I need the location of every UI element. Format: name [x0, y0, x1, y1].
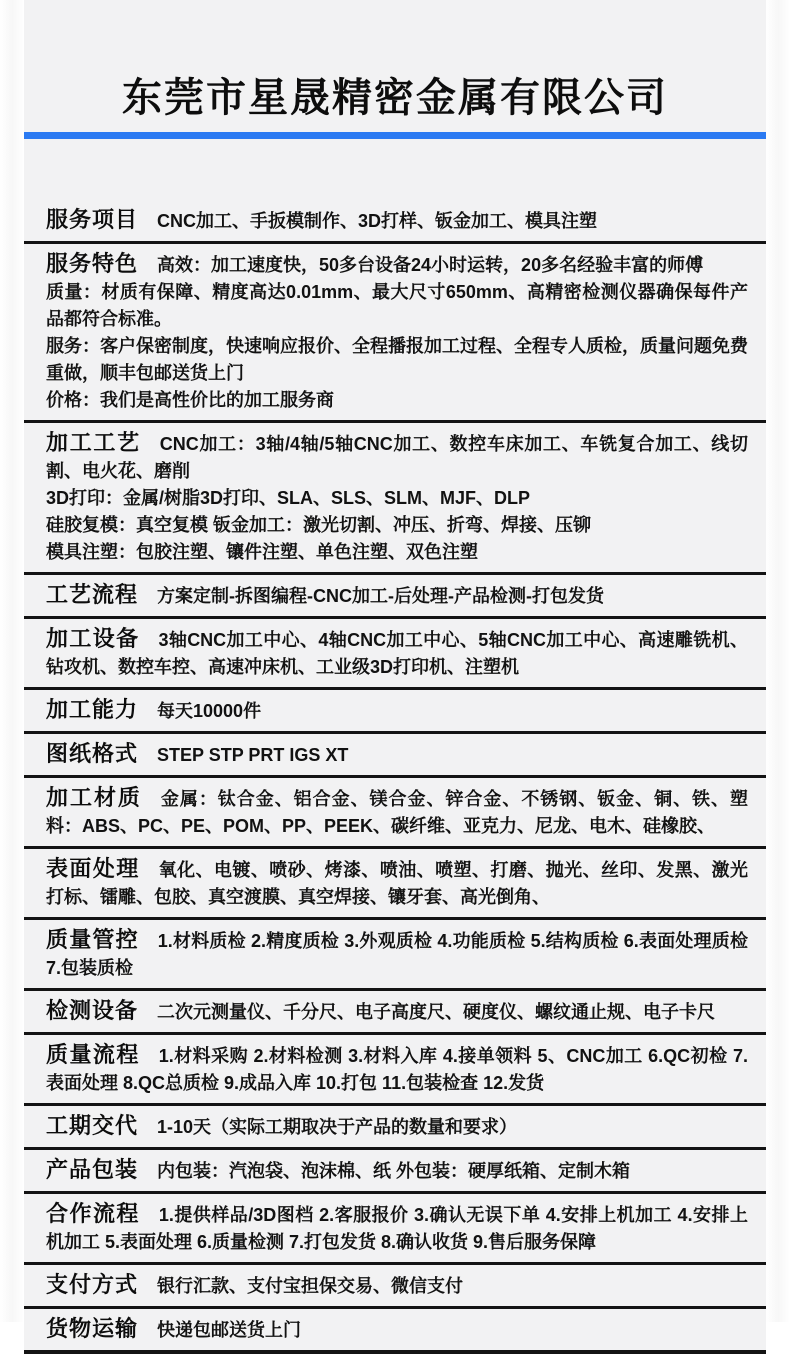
section-text: 支付方式 银行汇款、支付宝担保交易、微信支付 [46, 1272, 464, 1297]
section-label: 表面处理 [46, 856, 140, 881]
section-row-9 [24, 849, 766, 920]
title-underline-bar [24, 132, 766, 139]
section-label: 加工设备 [46, 626, 140, 651]
section-row-4 [24, 575, 766, 619]
section-text: 模具注塑：包胶注塑、镶件注塑、单色注塑、双色注塑 [46, 542, 478, 562]
section-text: 加工材质 金属：钛合金、铝合金、镁合金、锌合金、不锈钢、钣金、铜、铁、塑料：ABS、PC、PE、POM、PP、PEEK、碳纤维、亚克力、尼龙、电木、硅橡胶、 [46, 785, 748, 836]
section-text: 图纸格式 STEP STP PRT IGS XT [46, 741, 349, 766]
section-row-13 [24, 1106, 766, 1150]
section-label: 工期交代 [46, 1113, 139, 1138]
section-row-17 [24, 1309, 766, 1354]
section-row-7 [24, 734, 766, 778]
section-row-10 [24, 920, 766, 991]
section-text: 3D打印：金属/树脂3D打印、SLA、SLS、SLM、MJF、DLP [46, 488, 531, 508]
section-row-1 [24, 200, 766, 244]
content-sheet [24, 0, 766, 1354]
section-label: 质量管控 [46, 927, 139, 952]
section-label: 图纸格式 [46, 741, 139, 766]
section-label: 货物运输 [46, 1316, 139, 1341]
section-row-6 [24, 690, 766, 734]
section-row-12 [24, 1035, 766, 1106]
section-label: 工艺流程 [46, 582, 139, 607]
section-row-8 [24, 778, 766, 849]
section-text: 表面处理 氧化、电镀、喷砂、烤漆、喷油、喷塑、打磨、抛光、丝印、发黑、激光打标、镭雕、包胶、真空渡膜、真空焊接、镶牙套、高光倒角、 [46, 856, 748, 907]
section-text: 加工设备 3轴CNC加工中心、4轴CNC加工中心、5轴CNC加工中心、高速雕铣机、钻攻机、数控车控、高速冲床机、工业级3D打印机、注塑机 [46, 626, 748, 677]
section-label: 合作流程 [46, 1201, 140, 1226]
section-label: 加工材质 [46, 785, 142, 810]
section-text: 质量流程 1.材料采购 2.材料检测 3.材料入库 4.接单领料 5、CNC加工 6.QC初检 7.表面处理 8.QC总质检 9.成品入库 10.打包 11.包装检查 12.发货 [46, 1042, 748, 1093]
section-text: 加工能力 每天10000件 [46, 697, 262, 722]
section-row-16 [24, 1265, 766, 1309]
section-row-14 [24, 1150, 766, 1194]
section-text: 质量管控 1.材料质检 2.精度质检 3.外观质检 4.功能质检 5.结构质检 6.表面处理质检 7.包装质检 [46, 927, 748, 978]
section-text: 硅胶复模：真空复模 钣金加工：激光切割、冲压、折弯、焊接、压铆 [46, 515, 591, 535]
section-label: 支付方式 [46, 1272, 139, 1297]
section-text: 产品包装 内包装：汽泡袋、泡沫棉、纸 外包装：硬厚纸箱、定制木箱 [46, 1157, 631, 1182]
section-text: 服务：客户保密制度，快速响应报价、全程播报加工过程、全程专人质检，质量问题免费重做，顺丰包邮送货上门 [46, 336, 748, 383]
section-row-2 [24, 244, 766, 423]
section-text: 货物运输 快递包邮送货上门 [46, 1316, 302, 1341]
section-label: 检测设备 [46, 998, 139, 1023]
section-text: 检测设备 二次元测量仪、千分尺、电子高度尺、硬度仪、螺纹通止规、电子卡尺 [46, 998, 716, 1023]
section-label: 服务项目 [46, 207, 139, 232]
section-text: 工期交代 1-10天（实际工期取决于产品的数量和要求） [46, 1113, 518, 1138]
section-text: 价格：我们是高性价比的加工服务商 [46, 390, 334, 410]
section-text: 工艺流程 方案定制-拆图编程-CNC加工-后处理-产品检测-打包发货 [46, 582, 604, 607]
company-title: 东莞市星晟精密金属有限公司 [122, 76, 668, 120]
section-row-5 [24, 619, 766, 690]
section-text: 服务项目 CNC加工、手扳模制作、3D打样、钣金加工、模具注塑 [46, 207, 598, 232]
section-label: 加工工艺 [46, 430, 141, 455]
section-label: 加工能力 [46, 697, 139, 722]
section-label: 服务特色 [46, 251, 139, 276]
section-label: 产品包装 [46, 1157, 139, 1182]
section-text: 加工工艺 CNC加工：3轴/4轴/5轴CNC加工、数控车床加工、车铣复合加工、线切割、电火花、磨削 [46, 430, 748, 481]
sections-list [24, 200, 766, 1354]
section-text: 合作流程 1.提供样品/3D图档 2.客服报价 3.确认无误下单 4.安排上机加工 4.安排上机加工 5.表面处理 6.质量检测 7.打包发货 8.确认收货 9.售后服务保障 [46, 1201, 748, 1252]
section-row-15 [24, 1194, 766, 1265]
section-row-3 [24, 423, 766, 575]
section-text: 服务特色 高效：加工速度快，50多台设备24小时运转，20多名经验丰富的师傅 [46, 251, 704, 276]
section-text: 质量：材质有保障、精度高达0.01mm、最大尺寸650mm、高精密检测仪器确保每件产品都符合标准。 [46, 282, 748, 329]
section-label: 质量流程 [46, 1042, 140, 1067]
section-row-11 [24, 991, 766, 1035]
